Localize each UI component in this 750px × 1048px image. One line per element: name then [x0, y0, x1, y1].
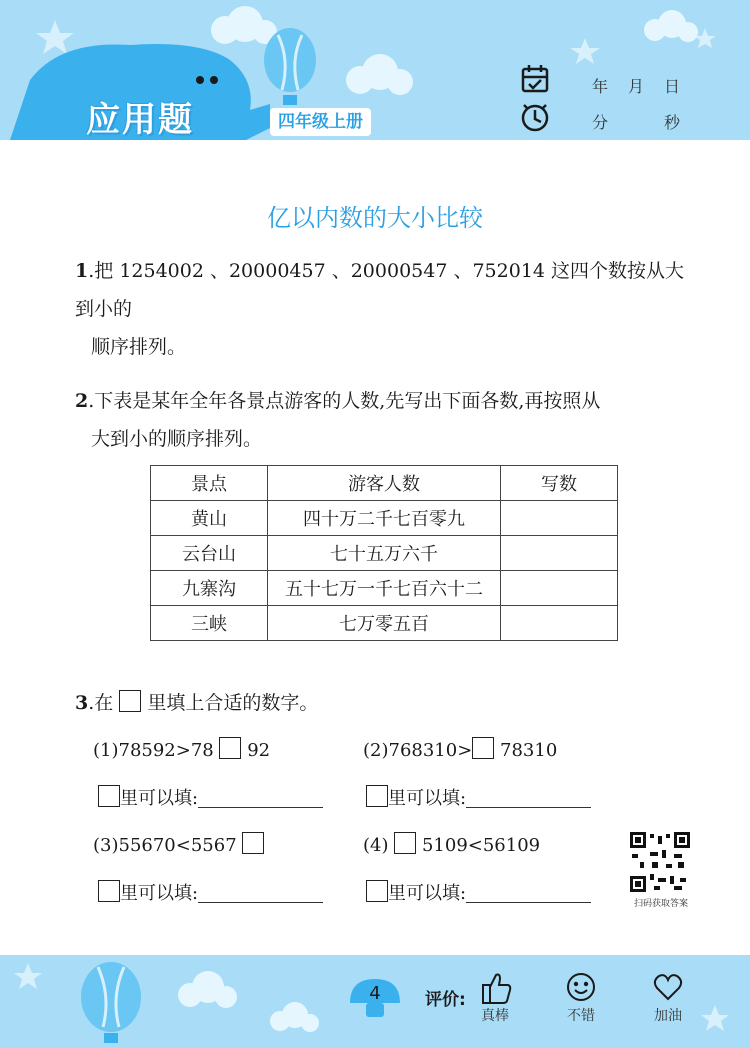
answer-cell[interactable] — [501, 536, 618, 571]
question-text: .在 — [88, 692, 114, 714]
grade-label: 四年级上册 — [270, 108, 371, 136]
table-cell: 九寨沟 — [151, 571, 268, 606]
table-header: 游客人数 — [268, 466, 501, 501]
rating-great[interactable]: 真棒 — [481, 1008, 509, 1024]
answer-box — [119, 690, 141, 712]
answer-blank[interactable] — [198, 880, 323, 903]
answer-cell[interactable] — [501, 606, 618, 641]
cloud-icon — [644, 10, 698, 42]
answer-cell[interactable] — [501, 571, 618, 606]
answer-box — [98, 785, 120, 807]
question-text: 大到小的顺序排列。 — [91, 428, 263, 450]
subproblem-2 — [363, 737, 557, 761]
question-number: 2 — [75, 390, 89, 412]
star-icon — [701, 1005, 729, 1031]
fill-label: 里可以填: — [120, 883, 199, 904]
fill-line-3 — [98, 879, 323, 905]
smiley-icon — [568, 974, 594, 1000]
time-minute-label: 分 — [592, 113, 609, 132]
subproblem-text: 5109<56109 — [421, 835, 541, 856]
star-icon — [14, 963, 42, 989]
table-cell: 黄山 — [151, 501, 268, 536]
answer-blank[interactable] — [466, 785, 591, 808]
fill-label: 里可以填: — [120, 788, 199, 809]
table-cell: 四十万二千七百零九 — [268, 501, 501, 536]
header-band — [0, 0, 750, 140]
question-3 — [75, 684, 318, 722]
thumbs-up-icon — [483, 975, 510, 1004]
question-text: .下表是某年全年各景点游客的人数,先写出下面各数,再按照从 — [88, 390, 601, 412]
table-cell: 五十七万一千七百六十二 — [268, 571, 501, 606]
footer-band — [0, 955, 750, 1048]
question-number: 1 — [75, 260, 89, 282]
fill-label: 里可以填: — [388, 788, 467, 809]
answer-cell[interactable] — [501, 501, 618, 536]
subproblem-text: (1)78592>78 — [93, 740, 214, 761]
answer-box — [366, 785, 388, 807]
calendar-icon — [523, 65, 547, 91]
table-row — [151, 536, 618, 571]
subproblem-4 — [363, 832, 540, 856]
heart-icon — [655, 975, 681, 999]
question-1 — [75, 252, 695, 366]
balloon-icon — [81, 962, 141, 1043]
answer-box — [98, 880, 120, 902]
table-row — [151, 501, 618, 536]
cloud-icon — [211, 6, 277, 44]
cloud-icon — [346, 54, 413, 95]
subproblem-text: 78310 — [500, 740, 558, 761]
table-header: 写数 — [501, 466, 618, 501]
rating-keep-going[interactable]: 加油 — [654, 1008, 682, 1024]
balloon-icon — [264, 28, 316, 105]
question-text: 里填上合适的数字。 — [147, 692, 319, 714]
subproblem-3 — [93, 832, 264, 856]
subproblem-text: (2)768310> — [363, 740, 473, 761]
subproblem-text: (4) — [363, 835, 389, 856]
table-header-row — [151, 466, 618, 501]
subproblem-text: 92 — [247, 740, 271, 761]
table-cell: 三峡 — [151, 606, 268, 641]
qr-caption: 扫码获取答案 — [633, 899, 688, 909]
qr-code-icon[interactable] — [630, 832, 690, 892]
rating-label: 评价: — [425, 990, 466, 1010]
table-cell: 云台山 — [151, 536, 268, 571]
table-cell: 七万零五百 — [268, 606, 501, 641]
table-row — [151, 606, 618, 641]
fill-line-2 — [366, 784, 591, 810]
star-icon — [570, 38, 600, 64]
fill-line-4 — [366, 879, 591, 905]
answer-blank[interactable] — [466, 880, 591, 903]
subproblem-1 — [93, 737, 270, 761]
answer-box[interactable] — [472, 737, 494, 759]
table-header: 景点 — [151, 466, 268, 501]
date-year-label: 年 — [592, 77, 609, 96]
cloud-icon — [270, 1002, 319, 1032]
fill-line-1 — [98, 784, 323, 810]
rating-good[interactable]: 不错 — [567, 1008, 595, 1024]
subproblem-text: (3)55670<5567 — [93, 835, 237, 856]
question-number: 3 — [75, 692, 89, 714]
answer-box[interactable] — [219, 737, 241, 759]
question-2 — [75, 382, 695, 458]
star-icon — [36, 20, 74, 54]
time-second-label: 秒 — [664, 113, 681, 132]
table-cell: 七十五万六千 — [268, 536, 501, 571]
answer-box[interactable] — [242, 832, 264, 854]
answer-box — [366, 880, 388, 902]
cloud-icon — [178, 971, 237, 1008]
table-row — [151, 571, 618, 606]
header-title: 应用题 — [86, 100, 194, 140]
date-day-label: 日 — [664, 77, 681, 96]
date-month-label: 月 — [628, 77, 645, 96]
section-title: 亿以内数的大小比较 — [267, 204, 483, 232]
answer-box[interactable] — [394, 832, 416, 854]
alarm-clock-icon — [523, 105, 547, 130]
page-number: 4 — [369, 983, 381, 1004]
fill-label: 里可以填: — [388, 883, 467, 904]
question-text: .把 1254002 、20000457 、20000547 、752014 这四个数按从大到小的 — [75, 260, 685, 320]
question-text: 顺序排列。 — [91, 336, 187, 358]
tourist-table — [150, 465, 618, 641]
answer-blank[interactable] — [198, 785, 323, 808]
